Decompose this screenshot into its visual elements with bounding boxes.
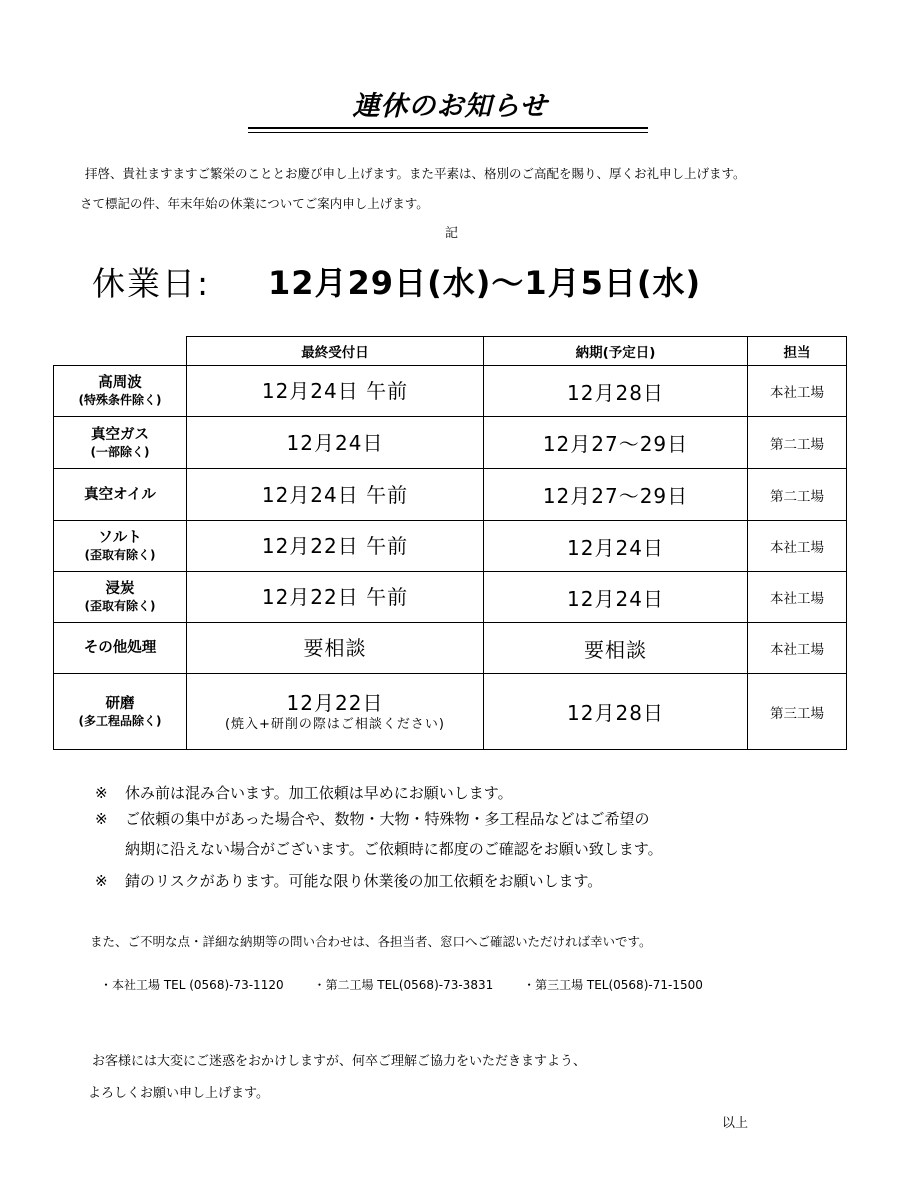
cell-facility: 第三工場	[748, 674, 847, 750]
phone-daisan: ・第三工場 TEL(0568)-71-1500	[523, 978, 703, 992]
note-mark: ※	[95, 872, 108, 890]
phone-daini: ・第二工場 TEL(0568)-73-3831	[313, 978, 494, 992]
closing-line-2: よろしくお願い申し上げます。	[88, 1086, 269, 1101]
table-row	[54, 469, 847, 521]
cell-delivery: 12月28日	[484, 674, 748, 750]
cell-facility: 本社工場	[748, 521, 847, 572]
last-receipt-date: 12月22日 午前	[261, 585, 409, 609]
table-row	[54, 366, 847, 417]
cell-category	[54, 521, 187, 572]
cell-delivery: 12月24日	[484, 521, 748, 572]
cell-last-receipt	[187, 521, 484, 572]
category-condition: (一部除く)	[90, 444, 150, 459]
cell-facility: 本社工場	[748, 366, 847, 417]
table-row	[54, 521, 847, 572]
table-row	[54, 623, 847, 674]
category-name: その他処理	[83, 640, 157, 656]
cell-category	[54, 417, 187, 469]
category-condition: (特殊条件除く)	[78, 393, 162, 407]
cell-facility: 第二工場	[748, 469, 847, 521]
cell-category	[54, 572, 187, 623]
category-name: 研磨	[105, 695, 135, 712]
note-mark: ※	[95, 784, 108, 802]
note-1-text: 休み前は混み合います。加工依頼は早めにお願いします。	[125, 784, 513, 802]
cell-facility: 本社工場	[748, 572, 847, 623]
schedule-table	[53, 336, 847, 750]
table-header-row	[54, 337, 847, 366]
last-receipt-date: 12月24日 午前	[261, 379, 409, 403]
note-2-text-b: 納期に沿えない場合がございます。ご依頼時に都度のご確認をお願い致します。	[125, 840, 663, 858]
table-body	[54, 366, 847, 750]
cell-delivery: 12月27〜29日	[484, 417, 748, 469]
note-3	[95, 870, 602, 891]
last-receipt-date: 12月22日 午前	[261, 534, 409, 558]
last-receipt-date: 要相談	[303, 636, 367, 660]
last-receipt-date: 12月24日 午前	[261, 482, 409, 507]
category-name: ソルト	[98, 530, 142, 546]
category-condition: (歪取有除く)	[84, 548, 156, 562]
note-2	[95, 808, 650, 829]
cell-facility: 本社工場	[748, 623, 847, 674]
greeting-line-2: さて標記の件、年末年始の休業についてご案内申し上げます。	[80, 196, 429, 211]
cell-last-receipt	[187, 469, 484, 521]
cell-category	[54, 674, 187, 750]
table-row	[54, 417, 847, 469]
ki-marker: 記	[445, 226, 459, 241]
cell-delivery: 12月24日	[484, 572, 748, 623]
category-condition: (歪取有除く)	[84, 599, 156, 613]
closure-dates: 12月29日(水)〜1月5日(水)	[268, 264, 702, 302]
phone-list	[100, 976, 729, 993]
header-category	[54, 337, 187, 366]
phone-honsha: ・本社工場 TEL (0568)-73-1120	[100, 978, 284, 992]
table-row	[54, 572, 847, 623]
cell-delivery: 12月28日	[484, 366, 748, 417]
header-last-receipt: 最終受付日	[187, 337, 484, 366]
closing-line-1: お客様には大変にご迷惑をおかけしますが、何卒ご理解ご協力をいただきますよう、	[92, 1054, 587, 1069]
header-facility: 担当	[748, 337, 847, 366]
cell-last-receipt	[187, 623, 484, 674]
cell-last-receipt	[187, 366, 484, 417]
inquiry-text: また、ご不明な点・詳細な納期等の問い合わせは、各担当者、窓口へご確認いただければ幸いです。	[90, 934, 652, 949]
last-receipt-date: 12月24日	[286, 430, 384, 455]
note-1	[95, 782, 513, 803]
category-condition: (多工程品除く)	[78, 713, 162, 728]
cell-last-receipt	[187, 417, 484, 469]
note-2-text-a: ご依頼の集中があった場合や、数物・大物・特殊物・多工程品などはご希望の	[125, 810, 650, 828]
cell-delivery: 要相談	[484, 623, 748, 674]
cell-category	[54, 469, 187, 521]
cell-last-receipt	[187, 572, 484, 623]
cell-delivery: 12月27〜29日	[484, 469, 748, 521]
closure-label: 休業日:	[92, 264, 211, 303]
cell-facility: 第二工場	[748, 417, 847, 469]
category-name: 真空ガス	[91, 426, 149, 443]
cell-category	[54, 623, 187, 674]
ijou-closing-mark: 以上	[722, 1116, 749, 1131]
cell-last-receipt	[187, 674, 484, 750]
last-receipt-date: 12月22日	[286, 690, 384, 715]
title-double-rule	[248, 127, 648, 133]
note-mark: ※	[95, 810, 108, 828]
note-3-text: 錆のリスクがあります。可能な限り休業後の加工依頼をお願いします。	[125, 872, 603, 890]
last-receipt-note: (焼入+研削の際はご相談ください)	[224, 716, 446, 732]
category-name: 高周波	[98, 375, 142, 391]
greeting-line-1: 拝啓、貴社ますますご繁栄のこととお慶び申し上げます。また平素は、格別のご高配を賜り、厚くお礼申し上げます。	[85, 166, 746, 181]
table-row	[54, 674, 847, 750]
category-name: 浸炭	[105, 581, 135, 597]
category-name: 真空オイル	[84, 486, 156, 503]
header-delivery: 納期(予定日)	[484, 337, 748, 366]
cell-category	[54, 366, 187, 417]
document-title: 連休のお知らせ	[352, 91, 548, 122]
